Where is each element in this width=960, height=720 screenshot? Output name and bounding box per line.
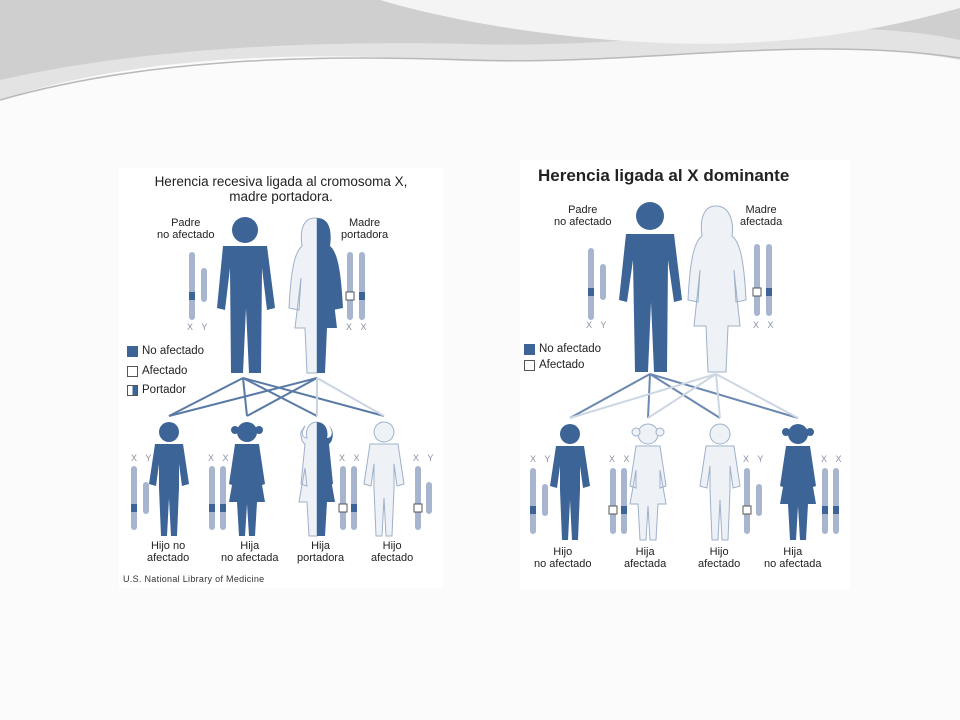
legend-swatch-light [127, 366, 138, 377]
child-2-label [221, 540, 279, 565]
recessive-title-line-2: madre portadora. [229, 189, 333, 205]
legend-swatch-dark [524, 344, 535, 355]
legend-label-light: Afectado [539, 359, 585, 371]
child-2-label-line-2: no afectada [221, 552, 279, 565]
inheritance-lines [169, 378, 384, 416]
child-2-daughter-figure [229, 422, 265, 536]
child-1-label [534, 546, 592, 571]
child-3-label-line-2: afectado [698, 558, 741, 571]
child-3-daughter-carrier-figure [299, 422, 335, 536]
mother-figure [688, 206, 746, 372]
child-1-label-line-2: no afectado [534, 558, 592, 571]
mother-figure [289, 218, 343, 373]
father-label [554, 204, 612, 229]
child-4-label-line-1: Hija [783, 546, 803, 558]
legend-afectado [127, 365, 187, 377]
father-label-line-1: Padre [171, 217, 201, 229]
child-3-label-line-1: Hija [311, 540, 331, 552]
father-figure [217, 217, 275, 373]
father-figure [619, 202, 682, 372]
legend-label-half: Portador [142, 384, 187, 396]
father-label [157, 217, 215, 242]
legend-portador [127, 384, 186, 396]
legend-swatch-dark [127, 346, 138, 357]
mother-label [740, 204, 782, 229]
legend-label-light: Afectado [142, 365, 188, 377]
child-2-label-line-2: afectada [624, 558, 667, 571]
child-3-label [698, 546, 740, 571]
mother-label-line-2: afectada [740, 216, 783, 229]
father-label-line-1: Padre [568, 204, 598, 216]
child-3-label-line-2: portadora [297, 552, 345, 565]
child-1-label [147, 540, 189, 565]
child-3-chromosome-label: X X [339, 453, 363, 463]
mother-label-line-1: Madre [348, 217, 381, 229]
child-4-label [764, 546, 822, 571]
child-1-label-line-2: afectado [147, 552, 190, 565]
recessive-inheritance-diagram [119, 168, 443, 588]
child-1-chromosome-label: X Y [530, 454, 554, 464]
father-chromosome-label: X Y [187, 322, 211, 332]
mother-chromosomes [346, 252, 365, 320]
mother-chromosome-label: X X [753, 320, 777, 330]
recessive-title-line-1: Herencia recesiva ligada al cromosoma X, [154, 174, 408, 189]
child-4-son-figure [364, 422, 404, 536]
dominant-title: Herencia ligada al X dominante [538, 166, 790, 185]
child-3-label [297, 540, 344, 565]
child-4-label [371, 540, 413, 565]
child-2-label-line-1: Hija [635, 546, 655, 558]
child-1-son-figure [550, 424, 590, 540]
father-chromosome-label: X Y [586, 320, 610, 330]
child-4-label-line-1: Hijo [382, 540, 402, 552]
child-1-label-line-1: Hijo no [150, 540, 186, 552]
legend-swatch-half [127, 385, 138, 396]
mother-label-line-2: portadora [341, 229, 389, 242]
child-2-label-line-1: Hija [240, 540, 260, 552]
slide-header-swoosh [0, 0, 960, 120]
legend-no-afectado [127, 345, 204, 357]
child-1-chromosome-label: X Y [131, 453, 155, 463]
child-1-label-line-1: Hijo [553, 546, 573, 558]
child-4-label-line-2: no afectada [764, 558, 822, 571]
inheritance-lines [570, 374, 798, 418]
mother-label-line-1: Madre [745, 204, 777, 216]
child-1-son-figure [149, 422, 189, 536]
legend-label-dark: No afectado [539, 343, 602, 355]
legend-no-afectado [524, 343, 601, 355]
child-2-label [624, 546, 666, 571]
child-4-chromosome-label: X Y [413, 453, 437, 463]
mother-label [341, 217, 388, 242]
child-3-son-figure [700, 424, 740, 540]
dominant-inheritance-diagram [520, 160, 850, 590]
child-4-chromosome-label: X X [821, 454, 845, 464]
mother-chromosomes [753, 244, 772, 316]
father-label-line-2: no afectado [554, 216, 612, 229]
child-3-chromosome-label: X Y [743, 454, 767, 464]
father-chromosomes [588, 248, 606, 320]
child-4-daughter-figure [780, 424, 816, 540]
mother-chromosome-label: X X [346, 322, 370, 332]
child-3-label-line-1: Hijo [709, 546, 729, 558]
legend-swatch-light [524, 360, 535, 371]
credit-label: U.S. National Library of Medicine [123, 574, 265, 584]
father-label-line-2: no afectado [157, 229, 215, 242]
child-4-label-line-2: afectado [371, 552, 414, 565]
father-chromosomes [189, 252, 207, 320]
legend-afectado [524, 359, 584, 371]
child-2-daughter-figure [630, 424, 666, 540]
recessive-title [119, 174, 443, 204]
legend-label-dark: No afectado [142, 345, 205, 357]
child-2-chromosome-label: X X [609, 454, 633, 464]
child-2-chromosome-label: X X [208, 453, 232, 463]
